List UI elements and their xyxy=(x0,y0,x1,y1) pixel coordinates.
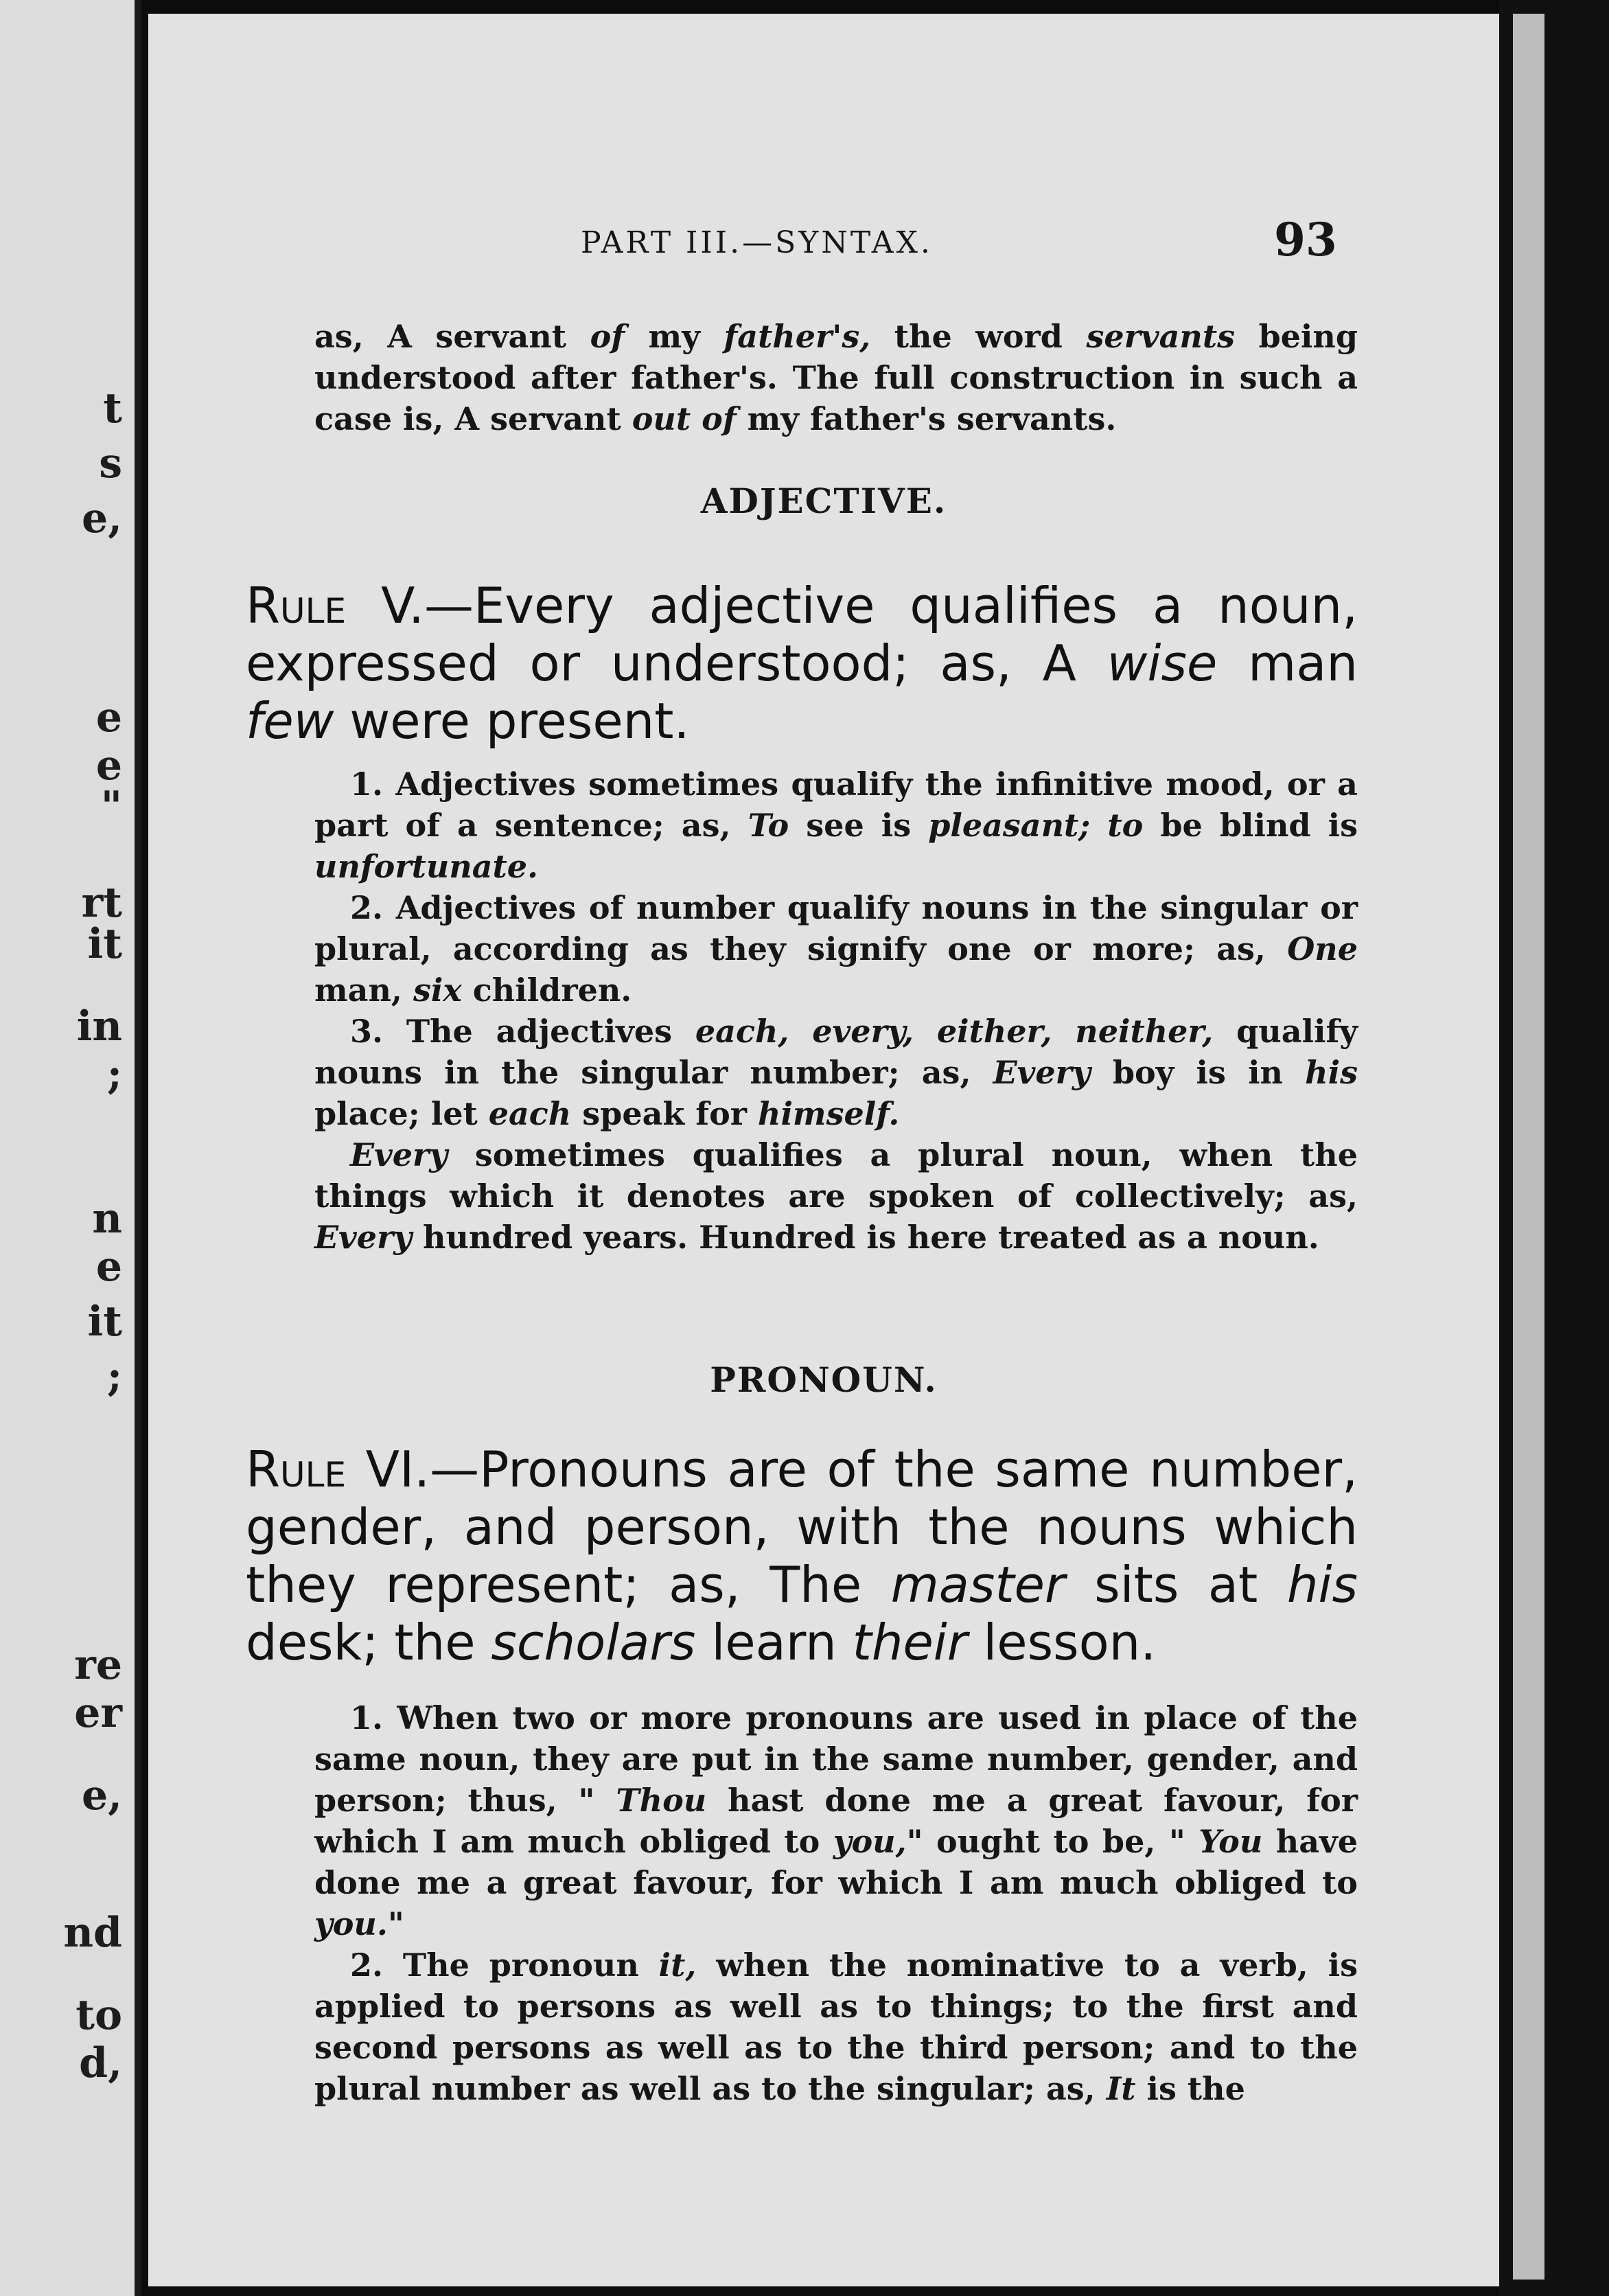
left-page-edge xyxy=(0,0,141,2296)
rule-vi: Rule VI.—Pronouns are of the same number, gender, and person, with the nouns which they represent; as, The master sits at his desk; the scholars learn their lesson. xyxy=(246,1440,1358,1671)
note-paragraph: Every sometimes qualifies a plural noun, when the things which it denotes are spoken of collectively; as, Every hundred years. Hundred is here treated as a noun. xyxy=(314,1136,1358,1256)
left-fragment: rt xyxy=(81,879,122,927)
note-paragraph: 1. When two or more pronouns are used in place of the same noun, they are put in the same number, gender, and person; thus, " Thou hast done me a great favour, for which I am much obliged to you," ought to be, " You have done me a great favour, for which I am much obliged to you." xyxy=(314,1699,1358,1942)
left-fragment: e xyxy=(95,1243,122,1291)
left-fragment: " xyxy=(100,783,122,831)
running-head: PART III.—SYNTAX. xyxy=(581,225,933,260)
page-header xyxy=(148,213,1499,268)
left-fragment: it xyxy=(87,920,122,968)
book-page xyxy=(148,14,1499,2286)
left-fragment: ; xyxy=(106,1353,122,1401)
right-gutter xyxy=(1499,0,1609,2296)
section-heading-pronoun: PRONOUN. xyxy=(710,1359,938,1400)
section-heading-adjective: ADJECTIVE. xyxy=(700,481,947,521)
left-fragment: e xyxy=(95,693,122,742)
left-fragment: t xyxy=(103,384,122,433)
left-fragment: it xyxy=(87,1298,122,1346)
left-fragment: e, xyxy=(81,1771,122,1819)
left-fragment: nd xyxy=(63,1909,122,1957)
note-paragraph: 2. The pronoun it, when the nominative to a verb, is applied to persons as well as to things; to the first and second persons as well as to the third person; and to the plural number as well as to the singular; as, It is the xyxy=(314,1947,1358,2107)
opening-paragraph: as, A servant of my father's, the word servants being understood after father's. The full construction in such a case is, A servant out of my father's servants. xyxy=(314,318,1358,437)
note-paragraph: 3. The adjectives each, every, either, neither, qualify nouns in the singular number; as, Every boy is in his place; let each speak for himself. xyxy=(314,1013,1358,1132)
left-fragment: re xyxy=(74,1641,122,1689)
left-fragment: e, xyxy=(81,494,122,542)
adjective-notes xyxy=(314,764,1358,1258)
left-fragment: e xyxy=(95,742,122,790)
left-fragment: er xyxy=(74,1689,122,1737)
left-fragment: n xyxy=(92,1195,122,1243)
note-paragraph: 1. Adjectives sometimes qualify the infinitive mood, or a part of a sentence; as, To see is pleasant; to be blind is unfortunate. xyxy=(314,766,1358,885)
page-edge-strip xyxy=(1513,14,1544,2280)
left-fragment: ; xyxy=(106,1051,122,1099)
left-fragment: d, xyxy=(79,2039,122,2087)
left-fragment: s xyxy=(99,439,122,487)
left-fragment: in xyxy=(76,1002,122,1051)
note-paragraph: 2. Adjectives of number qualify nouns in the singular or plural, according as they signify one or more; as, One man, six children. xyxy=(314,889,1358,1009)
page-number: 93 xyxy=(1274,213,1337,266)
pronoun-notes xyxy=(314,1697,1358,2109)
rule-v: Rule V.—Every adjective qualifies a noun, expressed or understood; as, A wise man few were present. xyxy=(246,577,1358,750)
left-fragment: to xyxy=(76,1991,122,2039)
